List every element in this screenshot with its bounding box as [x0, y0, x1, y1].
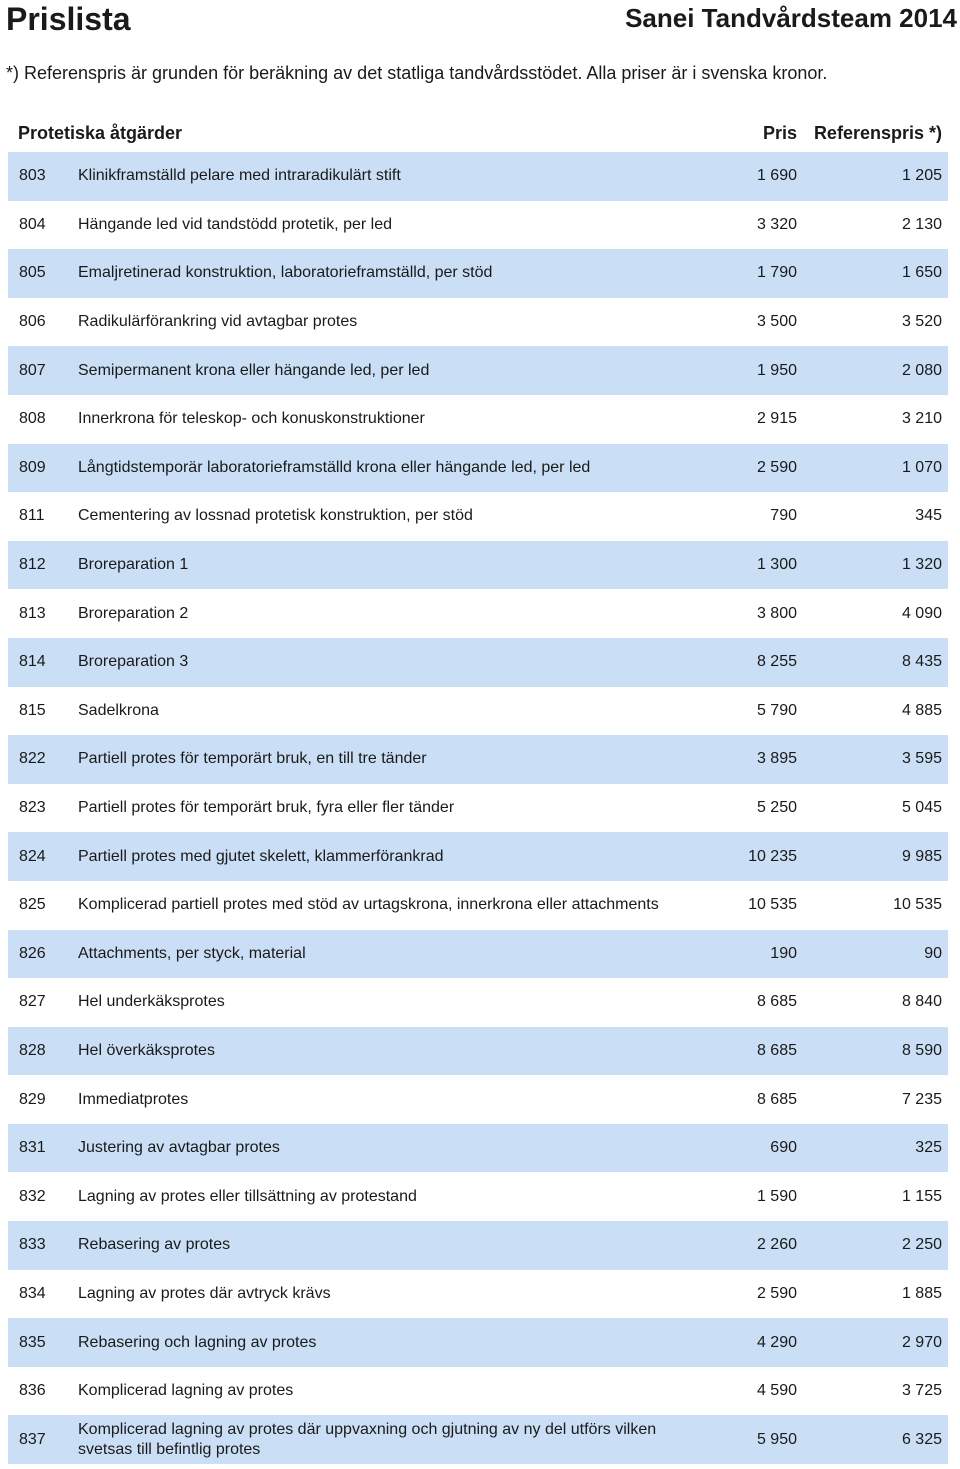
reference-price-cell: 8 840 [901, 993, 942, 1011]
procedure-description: Broreparation 1 [78, 556, 189, 574]
procedure-description: Attachments, per styck, material [78, 944, 306, 962]
table-row [8, 784, 948, 833]
procedure-code: 837 [19, 1430, 46, 1448]
table-row [8, 249, 948, 298]
procedure-code: 827 [19, 993, 46, 1011]
table-row [8, 492, 948, 541]
procedure-description: Komplicerad lagning av protes [78, 1382, 294, 1400]
table-row [8, 832, 948, 881]
reference-price-cell: 3 595 [901, 750, 942, 768]
procedure-code: 803 [19, 167, 46, 185]
table-row [8, 395, 948, 444]
procedure-code: 823 [19, 799, 46, 817]
reference-price-cell: 2 080 [901, 361, 942, 379]
table-row [8, 541, 948, 590]
procedure-code: 805 [19, 264, 46, 282]
table-row [8, 589, 948, 638]
procedure-description: Innerkrona för teleskop- och konuskonstruktioner [78, 410, 425, 428]
table-row [8, 1075, 948, 1124]
table-row [8, 735, 948, 784]
price-cell: 1 790 [756, 264, 797, 282]
reference-price-cell: 325 [915, 1139, 942, 1157]
procedure-code: 835 [19, 1333, 46, 1351]
reference-price-cell: 1 320 [901, 556, 942, 574]
procedure-code: 815 [19, 701, 46, 719]
procedure-description: Komplicerad partiell protes med stöd av urtagskrona, innerkrona eller attachments [78, 896, 659, 914]
price-cell: 4 590 [756, 1382, 797, 1400]
table-row [8, 298, 948, 347]
procedure-description: Rebasering av protes [78, 1236, 231, 1254]
price-cell: 2 915 [756, 410, 797, 428]
procedure-code: 811 [19, 507, 45, 525]
column-header-reference: Referenspris *) [813, 123, 942, 143]
table-row [8, 1124, 948, 1173]
reference-price-cell: 1 070 [901, 458, 942, 476]
reference-price-cell: 2 130 [901, 215, 942, 233]
section-heading: Protetiska åtgärder [18, 123, 183, 143]
section-header [18, 120, 942, 146]
clinic-name: Sanei Tandvårdsteam 2014 [625, 3, 957, 33]
procedure-code: 829 [19, 1090, 46, 1108]
table-row [8, 687, 948, 736]
reference-price-cell: 4 885 [901, 701, 942, 719]
price-cell: 3 500 [756, 313, 797, 331]
table-row [8, 1027, 948, 1076]
table-row [8, 1172, 948, 1221]
procedure-code: 825 [19, 896, 46, 914]
procedure-code: 804 [19, 215, 46, 233]
table-row [8, 346, 948, 395]
procedure-code: 807 [19, 361, 46, 379]
procedure-description: Semipermanent krona eller hängande led, per led [78, 361, 430, 379]
reference-price-cell: 3 210 [901, 410, 942, 428]
table-row [8, 930, 948, 979]
price-cell: 2 590 [756, 1284, 797, 1302]
reference-price-cell: 345 [915, 507, 942, 525]
procedure-code: 822 [19, 750, 46, 768]
procedure-description: Immediatprotes [78, 1090, 189, 1108]
reference-price-cell: 9 985 [901, 847, 942, 865]
table-row [8, 201, 948, 250]
price-cell: 5 950 [756, 1430, 797, 1448]
reference-price-cell: 1 885 [901, 1284, 942, 1302]
procedure-code: 806 [19, 313, 46, 331]
price-cell: 5 250 [756, 799, 797, 817]
procedure-description: Partiell protes med gjutet skelett, klammerförankrad [78, 847, 444, 865]
procedure-code: 824 [19, 847, 46, 865]
table-row [8, 978, 948, 1027]
procedure-description: Rebasering och lagning av protes [78, 1333, 317, 1351]
procedure-description: Broreparation 2 [78, 604, 189, 622]
reference-price-cell: 7 235 [901, 1090, 942, 1108]
table-row [8, 1221, 948, 1270]
reference-price-cell: 5 045 [901, 799, 942, 817]
price-cell: 690 [770, 1139, 797, 1157]
price-cell: 8 685 [756, 993, 797, 1011]
reference-price-cell: 1 205 [901, 167, 942, 185]
reference-price-cell: 1 650 [901, 264, 942, 282]
procedure-description: Långtidstemporär laboratorieframställd krona eller hängande led, per led [78, 458, 591, 476]
reference-price-cell: 6 325 [901, 1430, 942, 1448]
price-cell: 790 [770, 507, 797, 525]
reference-price-cell: 2 250 [901, 1236, 942, 1254]
reference-price-note: *) Referenspris är grunden för beräkning av det statliga tandvårdsstödet. Alla priser är i svenska kronor. [6, 58, 956, 88]
price-cell: 8 255 [756, 653, 797, 671]
procedure-description: Komplicerad lagning av protes där uppvaxning och gjutning av ny del utförs vilken svetsas till befintlig protes [78, 1420, 657, 1458]
price-cell: 3 320 [756, 215, 797, 233]
procedure-description: Sadelkrona [78, 701, 159, 719]
price-cell: 8 685 [756, 1090, 797, 1108]
procedure-description: Klinikframställd pelare med intraradikulärt stift [78, 167, 401, 185]
table-row [8, 152, 948, 201]
price-cell: 4 290 [756, 1333, 797, 1351]
table-row [8, 1318, 948, 1367]
procedure-code: 809 [19, 458, 46, 476]
reference-price-cell: 10 535 [893, 896, 942, 914]
price-table [8, 152, 948, 1464]
procedure-code: 836 [19, 1382, 46, 1400]
table-row [8, 1367, 948, 1416]
procedure-code: 831 [19, 1139, 46, 1157]
price-cell: 1 300 [756, 556, 797, 574]
price-cell: 2 260 [756, 1236, 797, 1254]
procedure-description: Hel underkäksprotes [78, 993, 225, 1011]
procedure-description: Lagning av protes där avtryck krävs [78, 1284, 331, 1302]
price-cell: 1 690 [756, 167, 797, 185]
price-cell: 2 590 [756, 458, 797, 476]
procedure-code: 833 [19, 1236, 46, 1254]
table-row [8, 444, 948, 493]
page-title: Prislista [6, 1, 131, 37]
procedure-code: 834 [19, 1284, 46, 1302]
price-cell: 3 895 [756, 750, 797, 768]
procedure-code: 812 [19, 556, 46, 574]
table-row [8, 1270, 948, 1319]
procedure-code: 832 [19, 1187, 46, 1205]
price-cell: 190 [770, 944, 797, 962]
table-row [8, 881, 948, 930]
table-row [8, 638, 948, 687]
procedure-description: Partiell protes för temporärt bruk, en till tre tänder [78, 750, 427, 768]
procedure-description: Lagning av protes eller tillsättning av protestand [78, 1187, 417, 1205]
reference-price-cell: 1 155 [901, 1187, 942, 1205]
price-cell: 10 535 [748, 896, 797, 914]
price-cell: 3 800 [756, 604, 797, 622]
price-cell: 8 685 [756, 1041, 797, 1059]
procedure-description: Broreparation 3 [78, 653, 189, 671]
procedure-code: 814 [19, 653, 46, 671]
reference-price-cell: 90 [924, 944, 942, 962]
procedure-code: 813 [19, 604, 46, 622]
procedure-code: 828 [19, 1041, 46, 1059]
procedure-description: Hel överkäksprotes [78, 1041, 215, 1059]
price-cell: 10 235 [748, 847, 797, 865]
procedure-description: Radikulärförankring vid avtagbar protes [78, 313, 358, 331]
reference-price-cell: 8 435 [901, 653, 942, 671]
column-header-price: Pris [762, 123, 797, 143]
procedure-description: Hängande led vid tandstödd protetik, per led [78, 215, 392, 233]
price-cell: 5 790 [756, 701, 797, 719]
procedure-description: Justering av avtagbar protes [78, 1139, 280, 1157]
procedure-description: Cementering av lossnad protetisk konstruktion, per stöd [78, 507, 473, 525]
procedure-code: 826 [19, 944, 46, 962]
reference-price-cell: 8 590 [901, 1041, 942, 1059]
price-cell: 1 590 [756, 1187, 797, 1205]
price-cell: 1 950 [756, 361, 797, 379]
reference-price-cell: 2 970 [901, 1333, 942, 1351]
reference-price-cell: 3 725 [901, 1382, 942, 1400]
procedure-description: Emaljretinerad konstruktion, laboratorieframställd, per stöd [78, 264, 493, 282]
reference-price-cell: 3 520 [901, 313, 942, 331]
reference-price-cell: 4 090 [901, 604, 942, 622]
table-row [8, 1415, 948, 1464]
procedure-description: Partiell protes för temporärt bruk, fyra eller fler tänder [78, 799, 455, 817]
procedure-code: 808 [19, 410, 46, 428]
